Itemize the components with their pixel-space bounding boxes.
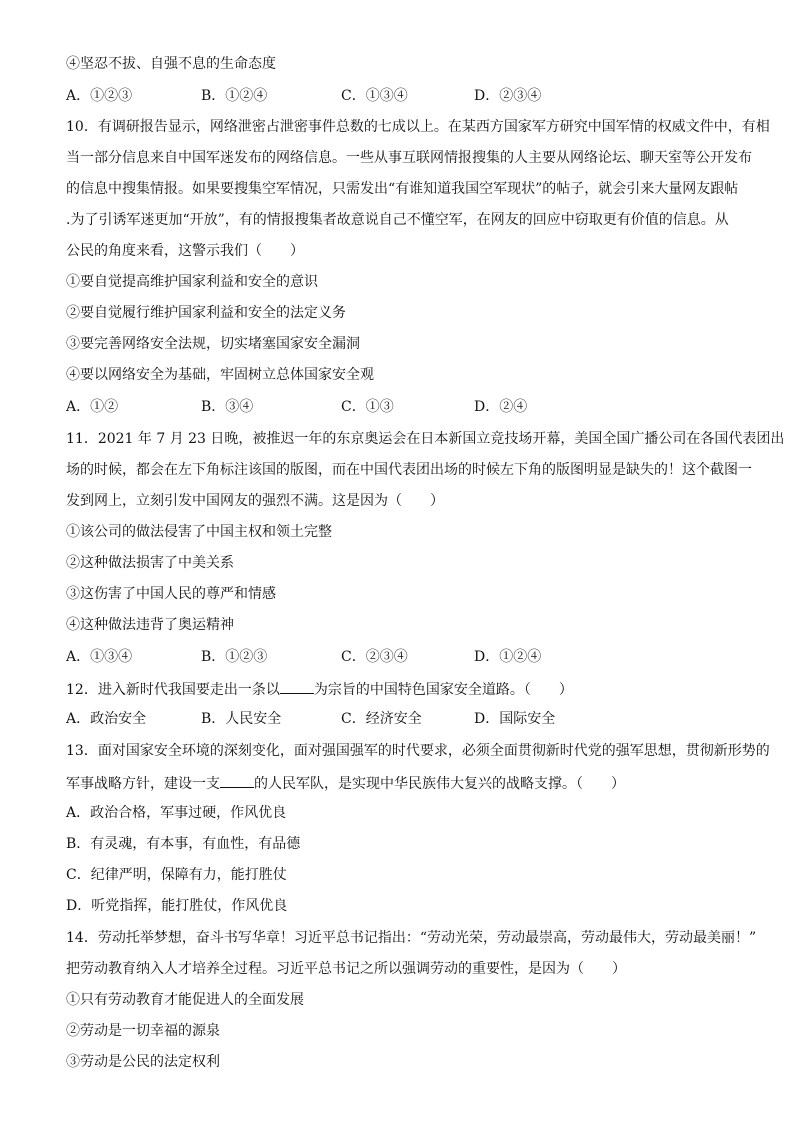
q10-stem-line-4: .为了引诱军迷更加“开放”，有的情报搜集者故意说自己不懂空军，在网友的回应中窃取更有价值的信息。从 xyxy=(66,212,729,228)
q13-option-a[interactable]: A．政治合格，军事过硬，作风优良 xyxy=(66,805,287,821)
q13-blank xyxy=(220,772,254,788)
q9-option-c[interactable]: C．①③④ xyxy=(341,88,408,104)
q13-stem-line-1: 13．面对国家安全环境的深刻变化，面对强国强军的时代要求，必须全面贯彻新时代党的强军思想，贯彻新形势的 xyxy=(66,743,770,759)
q13-option-c[interactable]: C．纪律严明，保障有力，能打胜仗 xyxy=(66,867,287,883)
q12-option-a[interactable]: A．政治安全 xyxy=(66,711,147,727)
q11-option-c[interactable]: C．②③④ xyxy=(341,649,408,665)
q12-blank xyxy=(280,678,314,694)
q14-item-1: ①只有劳动教育才能促进人的全面发展 xyxy=(66,992,304,1008)
q11-stem-line-2: 场的时候，都会在左下角标注该国的版图，而在中国代表团出场的时候左下角的版图明显是缺失的！这个截图一 xyxy=(66,462,752,478)
q11-stem-line-1: 11．2021 年 7 月 23 日晚，被推迟一年的东京奥运会在日本新国立竞技场开幕，美国全国广播公司在各国代表团出 xyxy=(66,431,785,447)
q10-stem-line-1: 10．有调研报告显示，网络泄密占泄密事件总数的七成以上。在某西方国家军方研究中国军情的权威文件中，有相 xyxy=(66,119,770,135)
q9-item-4: ④坚忍不拔、自强不息的生命态度 xyxy=(66,56,276,72)
q10-option-b[interactable]: B．③④ xyxy=(201,399,254,415)
q13-stem-line-2-before: 军事战略方针，建设一支 xyxy=(66,776,220,792)
q11-option-d[interactable]: D．①②④ xyxy=(474,649,542,665)
q14-stem-line-2: 把劳动教育纳入人才培养全过程。习近平总书记之所以强调劳动的重要性，是因为（ ） xyxy=(66,961,626,977)
q10-option-c[interactable]: C．①③ xyxy=(341,399,394,415)
q10-option-d[interactable]: D．②④ xyxy=(474,399,528,415)
q11-item-4: ④这种做法违背了奥运精神 xyxy=(66,617,234,633)
q14-stem-line-1: 14．劳动托举梦想，奋斗书写华章！习近平总书记指出：“劳动光荣，劳动最崇高，劳动最伟大，劳动最美丽！” xyxy=(66,930,757,946)
q12-stem xyxy=(66,678,756,700)
q12-stem-before: 12．进入新时代我国要走出一条以 xyxy=(66,682,280,698)
q14-item-2: ②劳动是一切幸福的源泉 xyxy=(66,1023,220,1039)
q10-stem-line-5: 公民的角度来看，这警示我们（ ） xyxy=(66,243,304,259)
q11-option-a[interactable]: A．①③④ xyxy=(66,649,133,665)
q11-item-2: ②这种做法损害了中美关系 xyxy=(66,555,234,571)
q10-item-3: ③要完善网络安全法规，切实堵塞国家安全漏洞 xyxy=(66,336,360,352)
q11-option-b[interactable]: B．①②③ xyxy=(201,649,268,665)
q12-option-c[interactable]: C．经济安全 xyxy=(341,711,422,727)
q13-stem-line-2-after: 的人民军队，是实现中华民族伟大复兴的战略支撑。（ ） xyxy=(254,776,625,792)
q11-item-1: ①该公司的做法侵害了中国主权和领土完整 xyxy=(66,524,332,540)
q12-stem-after: 为宗旨的中国特色国家安全道路。（ ） xyxy=(313,682,573,698)
q12-option-b[interactable]: B．人民安全 xyxy=(201,711,282,727)
q13-option-d[interactable]: D．听党指挥，能打胜仗，作风优良 xyxy=(66,898,288,914)
q10-option-a[interactable]: A．①② xyxy=(66,399,119,415)
q9-option-d[interactable]: D．②③④ xyxy=(474,88,542,104)
q13-option-b[interactable]: B．有灵魂，有本事，有血性，有品德 xyxy=(66,836,301,852)
q12-option-d[interactable]: D．国际安全 xyxy=(474,711,556,727)
q10-stem-line-3: 的信息中搜集情报。如果要搜集空军情况，只需发出“有谁知道我国空军现状”的帖子，就会引来大量网友跟帖 xyxy=(66,181,739,197)
q11-item-3: ③这伤害了中国人民的尊严和情感 xyxy=(66,586,276,602)
q9-option-a[interactable]: A．①②③ xyxy=(66,88,133,104)
q9-option-b[interactable]: B．①②④ xyxy=(201,88,268,104)
q10-item-4: ④要以网络安全为基础，牢固树立总体国家安全观 xyxy=(66,367,374,383)
q10-item-1: ①要自觉提高维护国家利益和安全的意识 xyxy=(66,274,318,290)
q10-item-2: ②要自觉履行维护国家利益和安全的法定义务 xyxy=(66,305,346,321)
q14-item-3: ③劳动是公民的法定权利 xyxy=(66,1054,220,1070)
q11-stem-line-3: 发到网上，立刻引发中国网友的强烈不满。这是因为（ ） xyxy=(66,493,444,509)
q13-stem-line-2 xyxy=(66,772,756,794)
q10-stem-line-2: 当一部分信息来自中国军迷发布的网络信息。一些从事互联网情报搜集的人主要从网络论坛、聊天室等公开发布 xyxy=(66,150,752,166)
